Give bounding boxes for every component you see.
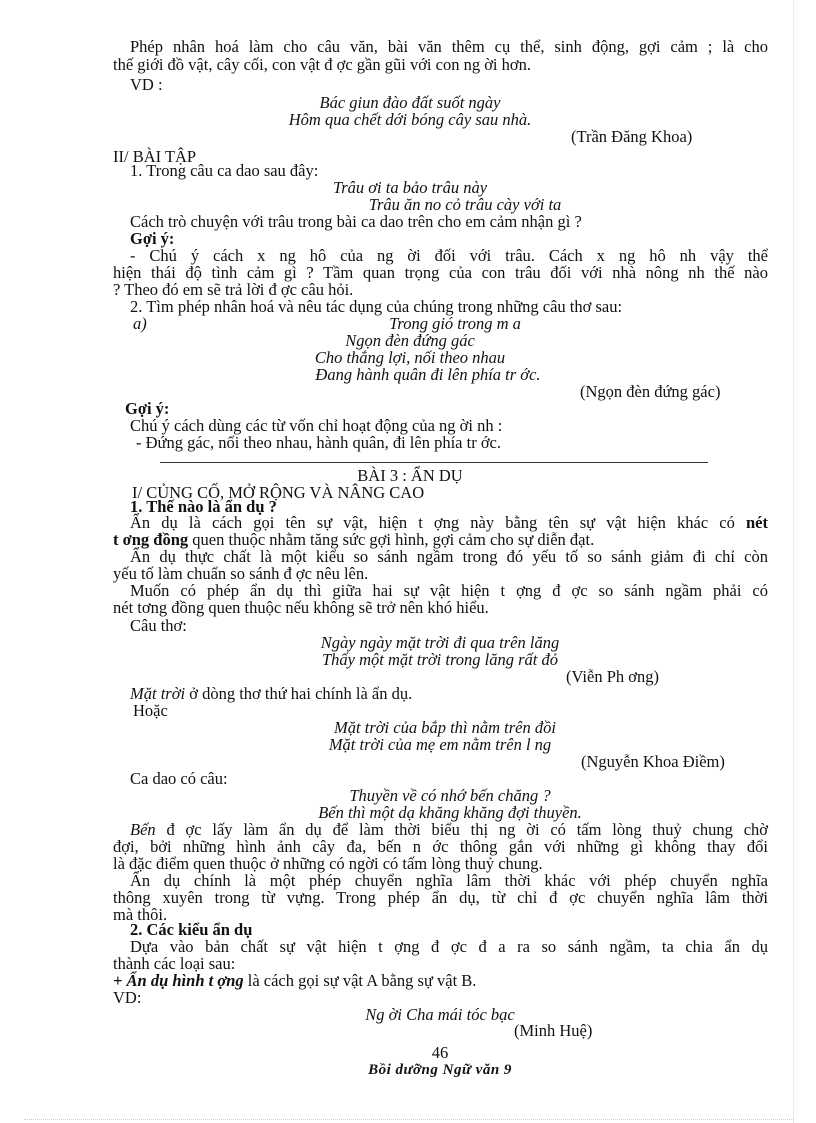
- poem-line: Ngày ngày mặt trời đi qua trên lăng: [320, 633, 560, 652]
- poem-line: Ngọn đèn đứng gác: [345, 331, 475, 350]
- paragraph-line: Phép nhân hoá làm cho câu văn, bài văn thêm cụ thể, sinh động, gợi cảm ; là cho: [130, 37, 768, 56]
- poem-line: Mặt trời của bắp thì nằm trên đồi: [334, 718, 556, 737]
- emphasis-text: nét: [746, 513, 768, 532]
- poem-line: Ng ời Cha mái tóc bạc: [365, 1005, 515, 1024]
- paragraph-line: Câu thơ:: [130, 616, 187, 635]
- page-bottom-border: [24, 1119, 794, 1120]
- example-label: VD :: [130, 75, 163, 94]
- page-right-border: [793, 0, 794, 1123]
- paragraph-line: thành các loại sau:: [113, 954, 236, 973]
- lesson-title: BÀI 3 : ẨN DỤ: [357, 466, 463, 485]
- text-segment: quen thuộc nhằm tăng sức gợi hình, gợi cảm cho sự diễn đạt.: [188, 530, 595, 549]
- poem-author: (Viễn Ph ơng): [566, 667, 659, 686]
- example-label: VD:: [113, 988, 142, 1007]
- section-heading: I/ CỦNG CỐ, MỞ RỘNG VÀ NÂNG CAO: [132, 483, 425, 502]
- text-segment: ở dòng thơ thứ hai chính là ẩn dụ.: [185, 684, 413, 703]
- text-segment: Ẩn dụ là cách gọi tên sự vật, hiện t ợng này bằng tên sự vật hiện khác có: [130, 513, 746, 532]
- paragraph-line: thông xuyên trong từ vựng. Trong phép ẩn dụ, từ chỉ đ ợc chuyển nghĩa lâm thời: [113, 888, 768, 907]
- poem-line: Đang hành quân đi lên phía tr ớc.: [315, 365, 541, 384]
- hint-heading: Gợi ý:: [125, 399, 170, 418]
- paragraph-line: [130, 685, 412, 703]
- book-title: Bồi dưỡng Ngữ văn 9: [368, 1062, 512, 1078]
- paragraph-line: là đặc điểm quen thuộc ở những có ngời có tấm lòng thuỷ chung.: [113, 854, 543, 873]
- poem-author: (Minh Huệ): [514, 1021, 593, 1040]
- paragraph-line: mà thôi.: [113, 905, 168, 924]
- emphasis-text: + Ẩn dụ hình t ợng: [113, 971, 244, 990]
- paragraph-line: Hoặc: [133, 701, 168, 720]
- poem-line: Trâu ơi ta bảo trâu này: [332, 178, 488, 197]
- paragraph-line: nét tơng đồng quen thuộc nếu không sẽ trở nên khó hiểu.: [113, 598, 489, 617]
- paragraph-line: Ca dao có câu:: [130, 769, 228, 788]
- poem-line: Hôm qua chết dới bóng cây sau nhà.: [288, 110, 532, 129]
- poem-line: Bác giun đào đất suốt ngày: [319, 93, 501, 112]
- poem-line: Trong gió trong m a: [389, 314, 521, 333]
- poem-line: Mặt trời của mẹ em nằm trên l ng: [328, 735, 552, 754]
- emphasis-text: t ơng đồng: [113, 530, 189, 549]
- hint-heading: Gợi ý:: [130, 229, 175, 248]
- poem-line: Thuyền về có nhớ bến chăng ?: [349, 786, 551, 805]
- exercise-question: 2. Tìm phép nhân hoá và nêu tác dụng của chúng trong những câu thơ sau:: [130, 297, 623, 316]
- subsection-heading: 1. Thế nào là ẩn dụ ?: [130, 497, 277, 516]
- paragraph-line: Dựa vào bản chất sự vật hiện t ợng đ ợc đ a ra so sánh ngầm, ta chia ẩn dụ: [130, 937, 768, 956]
- poem-line: Thấy một mặt trời trong lăng rất đỏ: [321, 650, 558, 669]
- paragraph-line: Ẩn dụ chính là một phép chuyển nghĩa lâm thời khác với phép chuyển nghĩa: [130, 871, 768, 890]
- page-number: 46: [431, 1043, 449, 1062]
- subsection-heading: 2. Các kiểu ẩn dụ: [130, 920, 253, 939]
- poem-author: (Trần Đăng Khoa): [571, 127, 693, 146]
- list-item: - Đứng gác, nối theo nhau, hành quân, đi lên phía tr ớc.: [136, 433, 501, 452]
- paragraph-line: - Chú ý cách x ng hô của ng ời đối với trâu. Cách x ng hô nh vậy thể: [130, 246, 768, 265]
- paragraph-line: hiện thái độ tình cảm gì ? Tầm quan trọng của con trâu đối với nhà nông nh thế nào: [113, 263, 768, 282]
- poem-author: (Nguyễn Khoa Điềm): [581, 752, 725, 771]
- paragraph-line: Ẩn dụ thực chất là một kiểu so sánh ngầm trong đó yếu tố so sánh giảm đi chỉ còn: [130, 547, 768, 566]
- emphasis-text: Bến: [130, 820, 156, 839]
- poem-line: Trâu ăn no cỏ trâu cày với ta: [368, 195, 562, 214]
- paragraph-line: ? Theo đó em sẽ trả lời đ ợc câu hỏi.: [113, 280, 354, 299]
- poem-author: (Ngọn đèn đứng gác): [580, 382, 721, 401]
- exercise-question: 1. Trong câu ca dao sau đây:: [130, 161, 319, 180]
- paragraph-line: thế giới đồ vật, cây cối, con vật đ ợc gần gũi với con ng ời hơn.: [113, 55, 531, 74]
- item-label: a): [133, 314, 147, 333]
- poem-line: Cho thắng lợi, nối theo nhau: [314, 348, 506, 367]
- paragraph-line: yếu tố làm chuẩn so sánh đ ợc nêu lên.: [113, 564, 369, 583]
- paragraph-line: đợi, bởi những hình ảnh cây đa, bến n ớc thông gắn với những gì không thay đổi: [113, 837, 768, 856]
- text-segment: là cách gọi sự vật A bằng sự vật B.: [243, 971, 477, 990]
- paragraph-line: [113, 972, 476, 990]
- paragraph-line: Cách trò chuyện với trâu trong bài ca dao trên cho em cảm nhận gì ?: [130, 212, 582, 231]
- paragraph-line: Chú ý cách dùng các từ vốn chỉ hoạt động của ng ời nh :: [130, 416, 503, 435]
- text-segment: đ ợc lấy làm ẩn dụ để làm thời biểu thị ng ời có tấm lòng thuỷ chung chờ: [155, 820, 768, 839]
- emphasis-text: Mặt trời: [130, 684, 186, 703]
- section-heading: II/ BÀI TẬP: [113, 147, 197, 166]
- paragraph-line: Muốn có phép ẩn dụ thì giữa hai sự vật hiện t ợng đ ợc so sánh ngầm phải có: [130, 581, 768, 600]
- section-divider: [160, 462, 708, 463]
- poem-line: Bến thì một dạ khăng khăng đợi thuyền.: [318, 803, 582, 822]
